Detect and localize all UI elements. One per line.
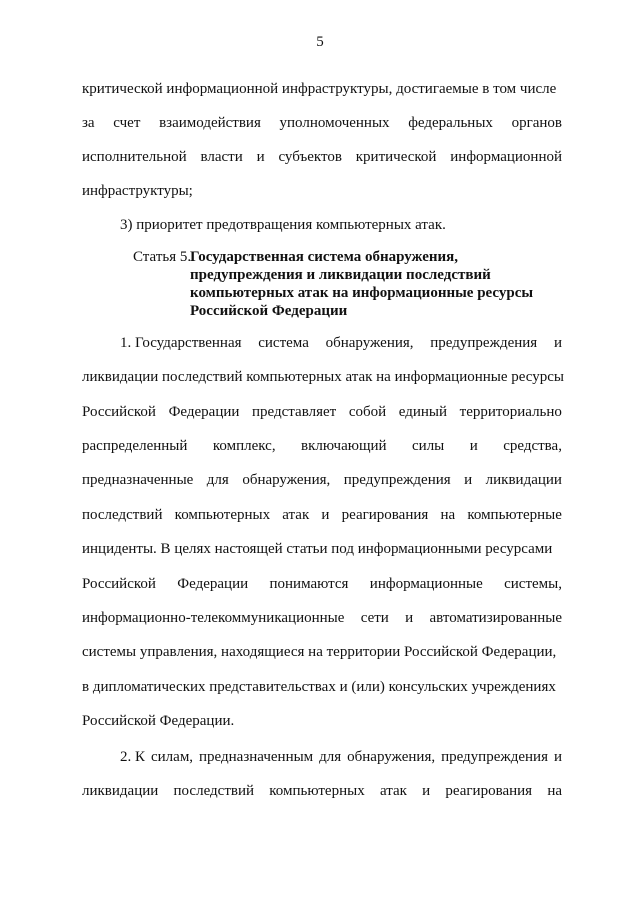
text-line: инфраструктуры; [82,183,193,199]
word: последствий [82,507,163,523]
text-line [120,334,562,352]
word: федеральных [408,115,493,131]
word: на [440,507,456,523]
word: уполномоченных [279,115,390,131]
word: компьютерных [269,783,365,799]
text-line: 3) приоритет предотвращения компьютерных атак. [120,217,446,233]
word: обнаружения, [325,335,414,351]
word: распределенный [82,438,188,454]
word: атак [379,783,407,799]
word: Федерации [168,404,240,420]
text-line [82,403,562,421]
text-line: в дипломатических представительствах и (или) консульских учреждениях [82,679,556,695]
text-line [82,609,562,627]
word: сети [360,610,389,626]
text-line [82,437,562,455]
word: предназначенным [199,749,314,765]
text-line [82,148,562,166]
word: исполнительной [82,149,187,165]
text-line: Российской Федерации. [82,713,235,729]
word: информационные [369,576,483,592]
word: компьютерные [467,507,562,523]
word: и [469,438,478,454]
word: для [206,472,229,488]
word: взаимодействия [159,115,261,131]
word: автоматизированные [429,610,562,626]
text-line: системы управления, находящиеся на территории Российской Федерации, [82,644,557,660]
word: и [256,149,265,165]
word: силы [412,438,445,454]
word: средства, [503,438,562,454]
word: Федерации [177,576,249,592]
word: власти [200,149,243,165]
word: ликвидации [82,783,159,799]
word: предназначенные [82,472,194,488]
article-title-line: Государственная система обнаружения, [190,249,459,265]
word: реагирования [445,783,533,799]
word: система [258,335,309,351]
word: компьютерных [174,507,271,523]
word: информационно-телекоммуникационные [82,610,345,626]
text-line [82,471,562,489]
word: критической [355,149,437,165]
word: ликвидации [485,472,562,488]
word: Российской [82,576,156,592]
word: для [319,749,342,765]
word: информационной [450,149,562,165]
text-line [82,114,562,132]
word: представляет [252,404,337,420]
word: системы, [504,576,562,592]
page-number: 5 [316,34,324,50]
word: единый [398,404,448,420]
word: комплекс, [212,438,276,454]
word: Российской [82,404,156,420]
word: 2. К [120,749,146,765]
text-line [82,782,562,800]
word: субъектов [278,149,342,165]
word: органов [511,115,562,131]
word: обнаружения, [347,749,436,765]
word: понимаются [269,576,349,592]
word: на [547,783,562,799]
word: предупреждения [343,472,451,488]
word: обнаружения, [242,472,331,488]
article-label: Статья 5. [133,249,192,265]
word: предупреждения [441,749,548,765]
word: реагирования [341,507,429,523]
word: атак [282,507,310,523]
word: 1. Государственная [120,335,242,351]
word: и [553,335,562,351]
word: и [405,610,414,626]
word: силам, [150,749,194,765]
article-title-line: компьютерных атак на информационные ресурсы [190,285,534,301]
word: и [553,749,562,765]
word: и [422,783,431,799]
word: счет [113,115,141,131]
word: включающий [301,438,387,454]
word: предупреждения [430,335,538,351]
article-title-line: предупреждения и ликвидации последствий [190,267,491,283]
text-line [82,575,562,593]
word: собой [348,404,387,420]
text-line [120,748,562,766]
text-line: ликвидации последствий компьютерных атак на информационные ресурсы [82,369,564,385]
word: за [82,115,95,131]
text-line: критической информационной инфраструктуры, достигаемые в том числе [82,81,557,97]
word: территориально [459,404,562,420]
word: и [321,507,330,523]
article-title-line: Российской Федерации [190,303,348,319]
word: последствий [173,783,255,799]
text-line: инциденты. В целях настоящей статьи под информационными ресурсами [82,541,553,557]
word: и [464,472,473,488]
article-title [190,248,570,320]
text-line [82,506,562,524]
